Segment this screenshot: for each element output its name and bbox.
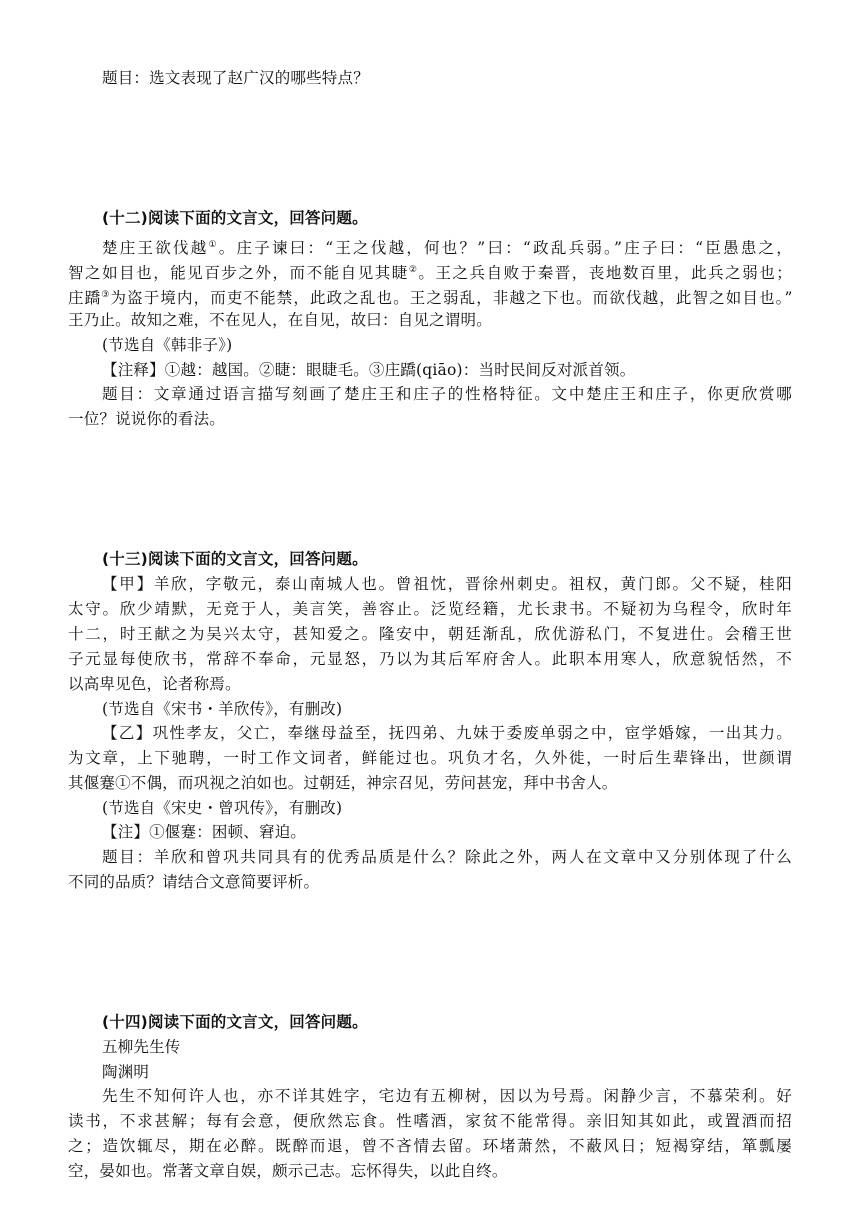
- q13-heading: (十三)阅读下面的文言文，回答问题。: [102, 550, 368, 568]
- q14-heading: (十四)阅读下面的文言文，回答问题。: [102, 1013, 368, 1031]
- passage-text: 楚庄王欲伐越: [102, 239, 209, 257]
- q13-note: 【注】①偃蹇：困顿、窘迫。: [102, 823, 307, 841]
- q11-question: 题目：选文表现了赵广汉的哪些特点？: [102, 69, 369, 87]
- passage-text: 为盗于境内，而吏不能禁，此政之乱也。王之弱乱，非越之下也。而欲伐越，此智之如目也。”: [110, 289, 792, 307]
- q13-yi-line: 【乙】巩性孝友，父亡，奉继母益至，抚四弟、九妹于委废单弱之中，宦学婚嫁，一出其力。: [102, 724, 792, 742]
- q13-yi-source: (节选自《宋史・曾巩传》，有删改): [102, 799, 343, 817]
- passage-text: 。王之兵自败于秦晋，丧地数百里，此兵之弱也；: [418, 264, 792, 282]
- passage-text: 庄蹻: [68, 289, 102, 307]
- passage-text: 。庄子谏曰：“王之伐越，何也？”曰：“政乱兵弱。”庄子曰：“臣愚患之，: [218, 239, 792, 257]
- q13-jia-line: 以高卑见色，论者称焉。: [68, 675, 241, 693]
- q14-passage-line: 空，晏如也。常著文章自娱，颇示己志。忘怀得失，以此自终。: [68, 1162, 508, 1180]
- footnote-mark: ③: [101, 290, 111, 300]
- q12-passage-line: 王乃止。故知之难，不在见人，在自见，故曰：自见之谓明。: [68, 311, 492, 329]
- q12-question-cont: 一位？说说你的看法。: [68, 410, 226, 428]
- q13-jia-line: 十二，时王献之为吴兴太守，甚知爱之。隆安中，朝廷渐乱，欣优游私门，不复进仕。会稽王世: [68, 625, 792, 643]
- footnote-mark: ①: [208, 240, 219, 250]
- q13-jia-line: 【甲】羊欣，字敬元，泰山南城人也。曾祖忱，晋徐州刺史。祖权，黄门郎。父不疑，桂阳: [102, 575, 792, 593]
- q14-author: 陶渊明: [102, 1063, 150, 1081]
- q13-question-cont: 不同的品质？请结合文意简要评析。: [68, 873, 320, 891]
- q14-passage-line: 读书，不求甚解；每有会意，便欣然忘食。性嗜酒，家贫不能常得。亲旧知其如此，或置酒而招: [68, 1112, 792, 1130]
- q13-jia-source: (节选自《宋书・羊欣传》，有删改): [102, 700, 343, 718]
- q14-passage-line: 先生不知何许人也，亦不详其姓字，宅边有五柳树，因以为号焉。闲静少言，不慕荣利。好: [102, 1087, 792, 1105]
- footnote-mark: ②: [408, 265, 419, 275]
- q13-question: 题目：羊欣和曾巩共同具有的优秀品质是什么？除此之外，两人在文章中又分别体现了什么: [102, 848, 792, 866]
- q12-source: (节选自《韩非子》): [102, 336, 233, 354]
- q14-passage-line: 之；造饮辄尽，期在必醉。既醉而退，曾不吝情去留。环堵萧然，不蔽风日；短褐穿结，箪瓢屡: [68, 1137, 792, 1155]
- q12-note: 【注释】①越：越国。②睫：眼睫毛。③庄蹻(qiāo)：当时民间反对派首领。: [102, 361, 636, 379]
- q12-question: 题目：文章通过语言描写刻画了楚庄王和庄子的性格特征。文中楚庄王和庄子，你更欣赏哪: [102, 385, 792, 403]
- q13-yi-line: 其偃蹇①不偶，而巩视之泊如也。过朝廷，神宗召见，劳问甚宠，拜中书舍人。: [68, 774, 618, 792]
- q13-yi-line: 为文章，上下驰聘，一时工作文词者，鲜能过也。巩负才名，久外徙，一时后生辈锋出，世颜谓: [68, 749, 792, 767]
- q12-heading: (十二)阅读下面的文言文，回答问题。: [102, 209, 368, 227]
- q14-title: 五柳先生传: [102, 1038, 181, 1056]
- q12-passage-line: [68, 258, 792, 285]
- q13-jia-line: 子元显每使欣书，常辞不奉命，元显怒，乃以为其后军府舍人。此职本用寒人，欣意貌恬然，不: [68, 650, 792, 668]
- q12-passage-line: [68, 283, 792, 310]
- q13-jia-line: 太守。欣少靖默，无竞于人，美言笑，善容止。泛览经籍，尤长隶书。不疑初为乌程令，欣时年: [68, 600, 792, 618]
- passage-text: 智之如目也，能见百步之外，而不能自见其睫: [68, 264, 409, 282]
- q12-passage-line: [102, 233, 792, 260]
